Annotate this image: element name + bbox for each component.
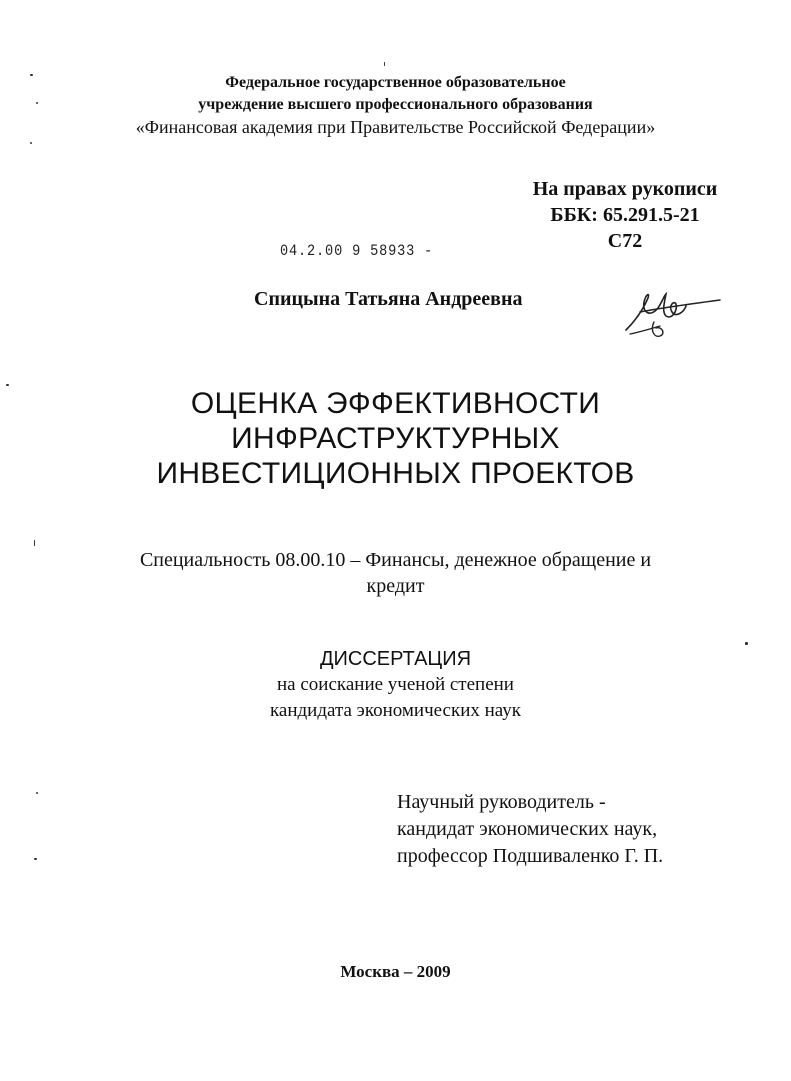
specialty-line-1: Специальность 08.00.10 – Финансы, денежное обращение и	[139, 549, 652, 571]
scan-speck	[745, 642, 748, 645]
scan-speck	[384, 62, 385, 66]
institution-line-1: Федеральное государственное образовательное	[225, 74, 566, 91]
scan-speck	[30, 74, 33, 76]
scan-speck	[36, 102, 38, 104]
rights-block	[505, 176, 745, 254]
scan-speck	[36, 792, 38, 794]
scan-speck	[30, 142, 32, 144]
supervisor-line-1: Научный руководитель -	[397, 791, 606, 813]
bbk-code: ББК: 65.291.5-21	[550, 204, 700, 226]
author-name: Спицына Татьяна Андреевна	[254, 288, 523, 310]
rights-label: На правах рукописи	[532, 178, 718, 200]
dissertation-heading: ДИССЕРТАЦИЯ	[319, 648, 472, 670]
dissertation-line-1: на соискание ученой степени	[277, 674, 514, 695]
city-year: Москва – 2009	[340, 962, 451, 981]
signature-icon	[620, 282, 725, 344]
title-line-2: ИНФРАСТРУКТУРНЫХ	[231, 422, 560, 455]
scan-speck	[34, 540, 35, 546]
specialty-line-2: кредит	[366, 575, 425, 597]
title-line-1: ОЦЕНКА ЭФФЕКТИВНОСТИ	[190, 387, 601, 420]
institution-line-2: учреждение высшего профессионального образования	[198, 96, 593, 113]
library-stamp-number: 04.2.00 9 58933 -	[280, 242, 434, 260]
supervisor-line-3: профессор Подшиваленко Г. П.	[397, 845, 664, 867]
author-sign-code: С72	[607, 230, 643, 252]
scan-speck	[34, 858, 37, 860]
supervisor-line-2: кандидат экономических наук,	[397, 818, 658, 840]
dissertation-line-2: кандидата экономических наук	[269, 700, 522, 721]
title-line-3: ИНВЕСТИЦИОННЫХ ПРОЕКТОВ	[156, 457, 635, 490]
scan-speck	[6, 384, 9, 386]
institution-line-3: «Финансовая академия при Правительстве Российской Федерации»	[135, 117, 656, 137]
